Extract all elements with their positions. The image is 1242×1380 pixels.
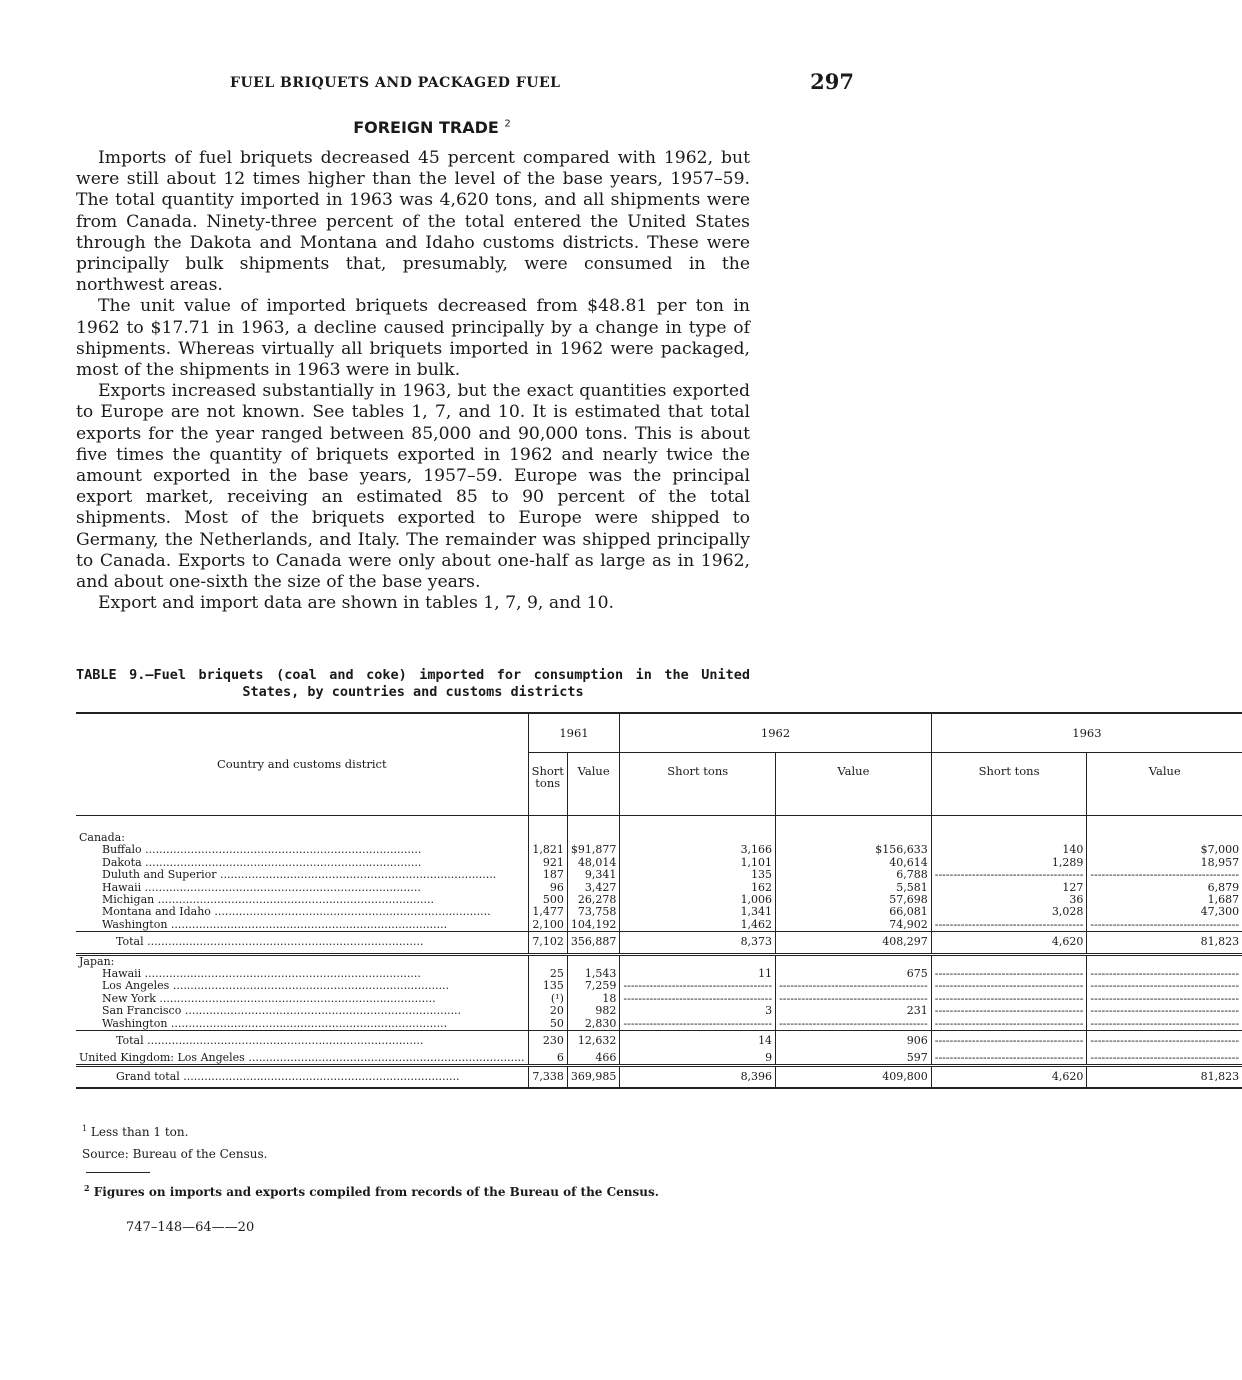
table-cell xyxy=(931,1052,1087,1066)
table-cell xyxy=(1087,980,1242,992)
table-cell: 50 xyxy=(528,1018,567,1031)
row-label: Montana and Idaho ..... xyxy=(76,906,528,918)
table-cell: 96 xyxy=(528,882,567,894)
table-cell: 369,985 xyxy=(567,1065,620,1088)
uk-row xyxy=(76,1052,1242,1066)
table-row xyxy=(76,869,1242,881)
canada-total-row xyxy=(76,932,1242,954)
footnote-text: Figures on imports and exports compiled from records of the Bureau of the Census. xyxy=(93,1185,659,1199)
table-cell: 5,581 xyxy=(776,882,932,894)
table-footnotes xyxy=(82,1118,268,1165)
table-cell: $7,000 xyxy=(1087,844,1242,856)
table-cell xyxy=(776,980,932,992)
table-row xyxy=(76,844,1242,856)
table-row xyxy=(76,980,1242,992)
table-cell: 81,823 xyxy=(1087,932,1242,954)
japan-total-row xyxy=(76,1031,1242,1052)
table-cell: 7,259 xyxy=(567,980,620,992)
table-cell: 48,014 xyxy=(567,857,620,869)
body-text xyxy=(76,148,750,614)
group-label-japan: Japan: xyxy=(76,954,528,968)
table-cell: 409,800 xyxy=(776,1065,932,1088)
table-cell: 500 xyxy=(528,894,567,906)
table-cell: 18 xyxy=(567,993,620,1005)
table-cell: 597 xyxy=(776,1052,932,1066)
table-cell xyxy=(931,980,1087,992)
table-cell: 25 xyxy=(528,968,567,980)
japan-rows xyxy=(76,968,1242,1031)
table-cell: $156,633 xyxy=(776,844,932,856)
paragraph: Imports of fuel briquets decreased 45 percent compared with 1962, but were still about 12 times higher than the level of the base years, 1957–59. The total quantity imported in 1963 was 4,620 tons, and all shipments were from Canada. Ninety-three percent of the total entered the United States through the Dakota and Montana and Idaho customs districts. These were principally bulk shipments that, presumably, were consumed in the northwest areas. xyxy=(76,148,750,296)
section-footnote-marker: 2 xyxy=(504,118,511,130)
table-cell xyxy=(620,993,776,1005)
table-cell: (¹) xyxy=(528,993,567,1005)
table-cell: 8,373 xyxy=(620,932,776,954)
column-header-short-tons: Short tons xyxy=(528,753,567,816)
table-cell: 162 xyxy=(620,882,776,894)
page-number: 297 xyxy=(810,69,854,94)
print-code: 747–148—64——20 xyxy=(126,1220,255,1235)
row-label: Washington ..... xyxy=(76,919,528,932)
table-cell: 36 xyxy=(931,894,1087,906)
table-cell: 3,028 xyxy=(931,906,1087,918)
table-cell: 66,081 xyxy=(776,906,932,918)
table-cell: 9 xyxy=(620,1052,776,1066)
table-cell xyxy=(1087,1031,1242,1052)
table-row xyxy=(76,1005,1242,1017)
table-cell: 1,687 xyxy=(1087,894,1242,906)
table-cell xyxy=(1087,1052,1242,1066)
table-cell: 4,620 xyxy=(931,1065,1087,1088)
table-cell: 9,341 xyxy=(567,869,620,881)
column-header-short-tons: Short tons xyxy=(620,753,776,816)
table-cell: 104,192 xyxy=(567,919,620,932)
table-cell: 140 xyxy=(931,844,1087,856)
column-header-value: Value xyxy=(567,753,620,816)
table-cell: 7,102 xyxy=(528,932,567,954)
paragraph: The unit value of imported briquets decreased from $48.81 per ton in 1962 to $17.71 in 1963, a decline caused principally by a change in type of shipments. Whereas virtually all briquets imported in 1962 were packaged, most of the shipments in 1963 were in bulk. xyxy=(76,296,750,381)
table-cell: 231 xyxy=(776,1005,932,1017)
table-cell xyxy=(776,1018,932,1031)
table-cell: 230 xyxy=(528,1031,567,1052)
table-cell: $91,877 xyxy=(567,844,620,856)
table-source: Source: Bureau of the Census. xyxy=(82,1147,268,1161)
row-label: Los Angeles ..... xyxy=(76,980,528,992)
row-label: New York ..... xyxy=(76,993,528,1005)
table-cell: 47,300 xyxy=(1087,906,1242,918)
table-cell: 3,427 xyxy=(567,882,620,894)
column-header-year: 1962 xyxy=(620,713,931,753)
section-title: FOREIGN TRADE xyxy=(353,118,499,137)
row-label: Dakota ..... xyxy=(76,857,528,869)
column-header-value: Value xyxy=(1087,753,1242,816)
table-cell xyxy=(931,869,1087,881)
table-cell xyxy=(1087,1018,1242,1031)
table-cell: 7,338 xyxy=(528,1065,567,1088)
imports-table xyxy=(76,712,1242,1089)
table-cell: 6,879 xyxy=(1087,882,1242,894)
footnote-text: Less than 1 ton. xyxy=(90,1125,189,1139)
table-cell: 73,758 xyxy=(567,906,620,918)
table-cell: 14 xyxy=(620,1031,776,1052)
column-header-country: Country and customs district xyxy=(76,713,528,816)
table-cell xyxy=(931,1031,1087,1052)
table-cell: 1,289 xyxy=(931,857,1087,869)
table-cell xyxy=(1087,1005,1242,1017)
footnote-divider xyxy=(86,1172,150,1173)
row-label: Washington ..... xyxy=(76,1018,528,1031)
table-cell: 127 xyxy=(931,882,1087,894)
table-caption: TABLE 9.—Fuel briquets (coal and coke) imported for consumption in the United States, by countries and customs districts xyxy=(76,667,750,700)
table-cell: 81,823 xyxy=(1087,1065,1242,1088)
table-cell: 3 xyxy=(620,1005,776,1017)
table-cell: 921 xyxy=(528,857,567,869)
table-cell: 26,278 xyxy=(567,894,620,906)
table-cell: 18,957 xyxy=(1087,857,1242,869)
column-header-short-tons: Short tons xyxy=(931,753,1087,816)
table-cell: 1,477 xyxy=(528,906,567,918)
imports-table-container xyxy=(76,712,1240,1089)
row-label: Michigan ..... xyxy=(76,894,528,906)
column-header-year: 1961 xyxy=(528,713,620,753)
table-row xyxy=(76,906,1242,918)
table-cell xyxy=(1087,869,1242,881)
group-label-canada: Canada: xyxy=(79,831,125,844)
table-cell: 408,297 xyxy=(776,932,932,954)
table-cell: 906 xyxy=(776,1031,932,1052)
total-label: Total ..... xyxy=(76,932,528,954)
table-cell xyxy=(931,919,1087,932)
table-cell: 1,006 xyxy=(620,894,776,906)
column-header-year: 1963 xyxy=(931,713,1242,753)
canada-rows xyxy=(76,844,1242,931)
table-cell xyxy=(931,1018,1087,1031)
total-label: Total ..... xyxy=(76,1031,528,1052)
grand-total-row xyxy=(76,1065,1242,1088)
row-label: United Kingdom: Los Angeles ..... xyxy=(76,1052,528,1066)
table-cell: 675 xyxy=(776,968,932,980)
table-row xyxy=(76,1018,1242,1031)
table-cell: 40,614 xyxy=(776,857,932,869)
table-cell: 135 xyxy=(620,869,776,881)
page-footnote xyxy=(84,1183,659,1199)
paragraph: Exports increased substantially in 1963, but the exact quantities exported to Europe are not known. See tables 1, 7, and 10. It is estimated that total exports for the year ranged between 85,000 and 90,000 tons. This is about five times the quantity of briquets exported in 1962 and nearly twice the amount exported in the base years, 1957–59. Europe was the principal export market, receiving an estimated 85 to 90 percent of the total shipments. Most of the briquets exported to Europe were shipped to Germany, the Netherlands, and Italy. The remainder was shipped principally to Canada. Exports to Canada were only about one-half as large as in 1962, and about one-sixth the size of the base years. xyxy=(76,381,750,593)
table-cell xyxy=(620,1018,776,1031)
footnote-marker: 2 xyxy=(84,1183,90,1193)
row-label: San Francisco ..... xyxy=(76,1005,528,1017)
table-cell: 2,830 xyxy=(567,1018,620,1031)
column-header-value: Value xyxy=(776,753,932,816)
table-cell: 1,101 xyxy=(620,857,776,869)
table-cell: 6,788 xyxy=(776,869,932,881)
running-title: FUEL BRIQUETS AND PACKAGED FUEL xyxy=(230,75,561,91)
table-cell: 1,821 xyxy=(528,844,567,856)
table-cell: 1,341 xyxy=(620,906,776,918)
row-label: Buffalo ..... xyxy=(76,844,528,856)
table-cell: 1,462 xyxy=(620,919,776,932)
table-footnote-1 xyxy=(82,1118,268,1143)
table-cell xyxy=(620,980,776,992)
table-cell: 356,887 xyxy=(567,932,620,954)
row-label: Duluth and Superior ..... xyxy=(76,869,528,881)
table-cell: 6 xyxy=(528,1052,567,1066)
table-cell: 135 xyxy=(528,980,567,992)
table-cell: 57,698 xyxy=(776,894,932,906)
table-cell xyxy=(1087,919,1242,932)
table-cell: 20 xyxy=(528,1005,567,1017)
row-label: Hawaii ..... xyxy=(76,882,528,894)
table-cell: 982 xyxy=(567,1005,620,1017)
table-cell: 3,166 xyxy=(620,844,776,856)
table-cell: 11 xyxy=(620,968,776,980)
table-row xyxy=(76,919,1242,932)
section-heading xyxy=(0,118,864,137)
grand-total-label: Grand total ..... xyxy=(76,1065,528,1088)
table-cell: 4,620 xyxy=(931,932,1087,954)
table-cell: 1,543 xyxy=(567,968,620,980)
table-cell: 12,632 xyxy=(567,1031,620,1052)
footnote-marker: 1 xyxy=(82,1124,88,1133)
table-cell: 466 xyxy=(567,1052,620,1066)
paragraph: Export and import data are shown in tables 1, 7, 9, and 10. xyxy=(98,593,614,614)
row-label: Hawaii ..... xyxy=(76,968,528,980)
table-cell: 187 xyxy=(528,869,567,881)
table-cell: 8,396 xyxy=(620,1065,776,1088)
table-cell: 2,100 xyxy=(528,919,567,932)
table-cell xyxy=(931,1005,1087,1017)
table-cell: 74,902 xyxy=(776,919,932,932)
